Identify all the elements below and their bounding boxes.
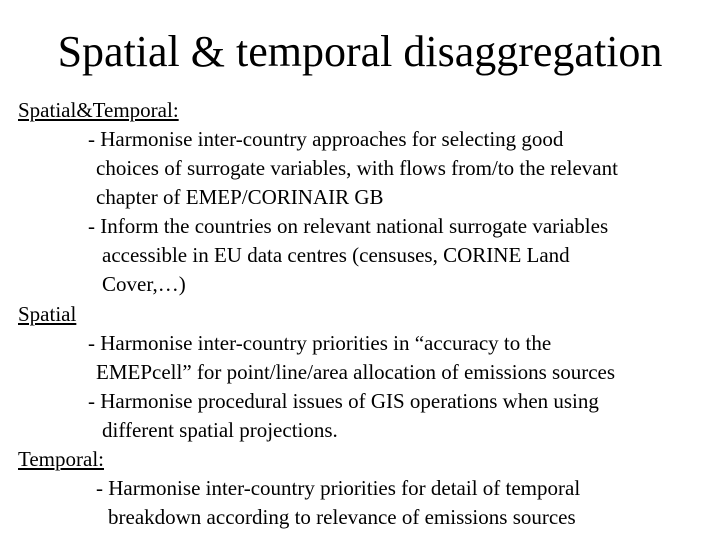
bullet-line: chapter of EMEP/CORINAIR GB bbox=[96, 185, 384, 209]
bullet-line: - Harmonise inter-country priorities for detail of temporal bbox=[96, 476, 581, 500]
bullet-line: EMEPcell” for point/line/area allocation of emissions sources bbox=[96, 360, 616, 384]
bullet-line: - Inform the countries on relevant national surrogate variables bbox=[88, 214, 609, 238]
bullet-line: accessible in EU data centres (censuses, CORINE Land bbox=[102, 243, 570, 267]
bullet-line: choices of surrogate variables, with flows from/to the relevant bbox=[96, 156, 618, 180]
bullet-line: breakdown according to relevance of emissions sources bbox=[108, 505, 576, 529]
section-heading-spatial: Spatial bbox=[18, 302, 77, 326]
bullet-line: - Harmonise procedural issues of GIS operations when using bbox=[88, 389, 599, 413]
bullet-line: Cover,…) bbox=[102, 272, 186, 296]
section-heading-temporal: Temporal: bbox=[18, 447, 104, 471]
bullet-line: different spatial projections. bbox=[102, 418, 338, 442]
slide-title: Spatial & temporal disaggregation bbox=[57, 27, 663, 76]
bullet-line: - Harmonise inter-country approaches for selecting good bbox=[88, 127, 564, 151]
section-heading-spatial-temporal: Spatial&Temporal: bbox=[18, 98, 179, 122]
bullet-line: - Harmonise inter-country priorities in “accuracy to the bbox=[88, 331, 552, 355]
